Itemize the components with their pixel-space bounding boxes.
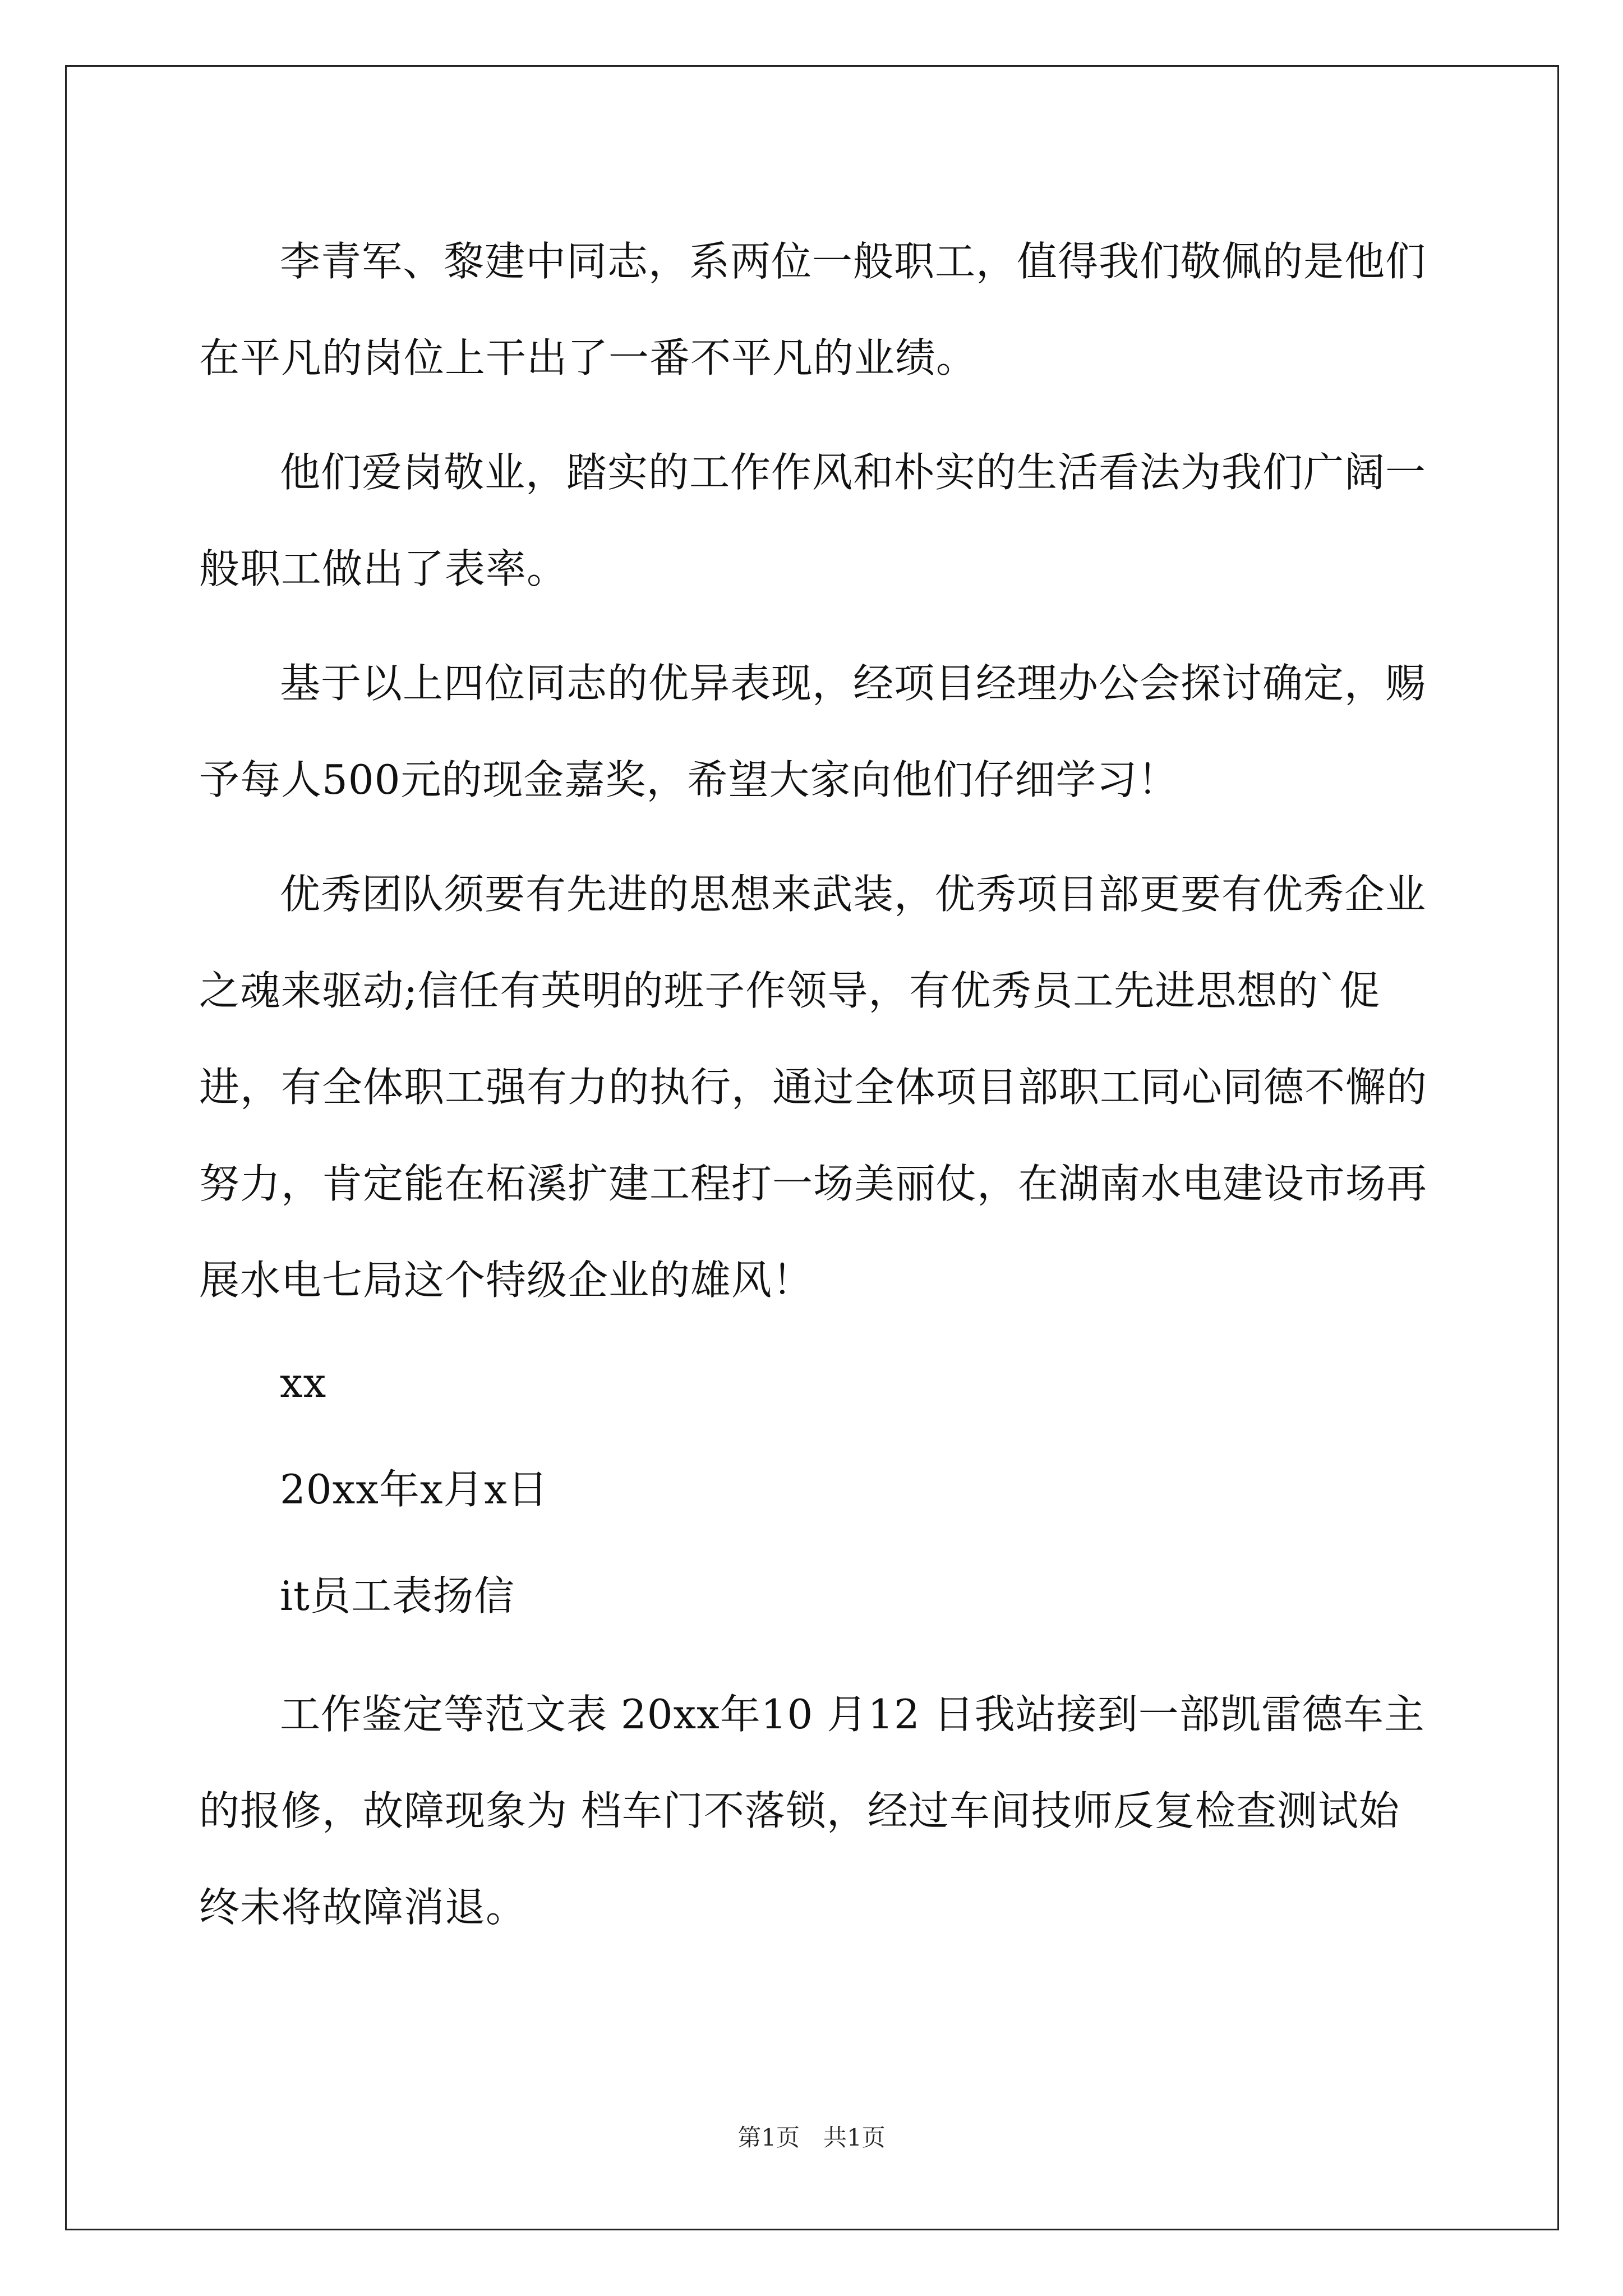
paragraph-4: 优秀团队须要有先进的思想来武装，优秀项目部更要有优秀企业之魂来驱动;信任有英明的班子作领导，有优秀员工先进思想的`促进，有全体职工强有力的执行，通过全体项目部职工同心同德不懈的努力，肯定能在柘溪扩建工程打一场美丽仗，在湖南水电建设市场再展水电七局这个特级企业的雄风！	[199, 871, 1428, 1304]
signature-name: xx	[280, 1359, 327, 1406]
paragraph-1: 李青军、黎建中同志，系两位一般职工，值得我们敬佩的是他们在平凡的岗位上干出了一番不平凡的业绩。	[199, 238, 1427, 381]
signature-date: 20xx年x月x日	[280, 1466, 549, 1513]
paragraph-3: 基于以上四位同志的优异表现，经项目经理办公会探讨确定，赐予每人500元的现金嘉奖，希望大家向他们仔细学习！	[199, 660, 1427, 803]
document-body	[199, 213, 1433, 1955]
paragraph-5: 工作鉴定等范文表 20xx年10 月12 日我站接到一部凯雷德车主的报修，故障现象为 档车门不落锁，经过车间技师反复检查测试始终未将故障消退。	[199, 1691, 1425, 1931]
page-footer: 第1页 共1页	[737, 2124, 886, 2151]
paragraph-2: 他们爱岗敬业，踏实的工作作风和朴实的生活看法为我们广阔一般职工做出了表率。	[199, 449, 1427, 592]
section-heading: it员工表扬信	[280, 1572, 515, 1619]
